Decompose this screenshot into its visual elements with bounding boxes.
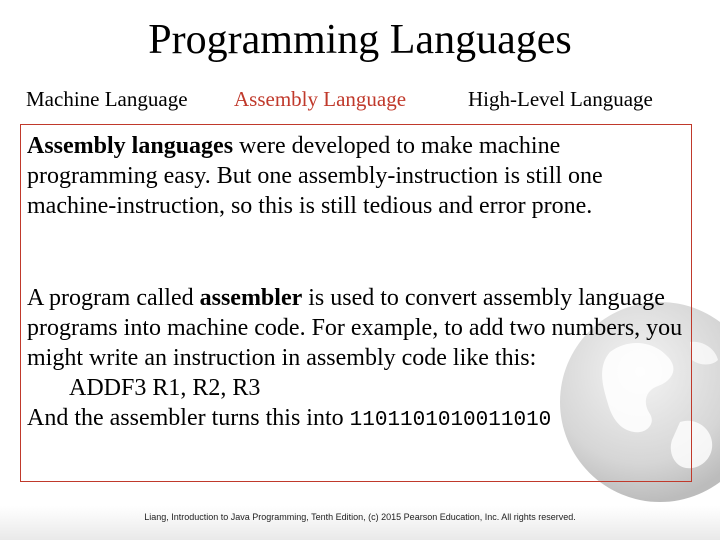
slide-title: Programming Languages bbox=[148, 17, 572, 63]
paragraph-assembly-intro bbox=[27, 131, 687, 221]
term-assembly-languages: Assembly languages bbox=[27, 133, 234, 159]
tab-assembly-language: Assembly Language bbox=[234, 87, 407, 111]
paragraph-assembler-pre: A program called bbox=[27, 285, 200, 311]
slide-footer: Liang, Introduction to Java Programming, Tenth Edition, (c) 2015 Pearson Education, Inc. All rights reserved. bbox=[144, 512, 576, 522]
paragraph-assembler bbox=[27, 283, 687, 436]
tab-high-level-language: High-Level Language bbox=[468, 87, 653, 111]
machine-code-result: 1101101010011010 bbox=[349, 409, 552, 432]
assembly-code-example: ADDF3 R1, R2, R3 bbox=[69, 375, 261, 401]
tab-machine-language: Machine Language bbox=[26, 87, 188, 111]
paragraph-assembler-post: is used to convert assembly language programs into machine code. For example, to add two numbers, you might write an instruction in assembly code like this: bbox=[27, 285, 683, 371]
paragraph-assembly-intro-text: were developed to make machine programming easy. But one assembly-instruction is still one machine-instruction, so this is still tedious and error prone. bbox=[27, 133, 603, 219]
paragraph-result-pre: And the assembler turns this into bbox=[27, 405, 350, 431]
language-tabs bbox=[0, 84, 720, 114]
content-box bbox=[20, 124, 692, 482]
term-assembler: assembler bbox=[199, 285, 303, 311]
